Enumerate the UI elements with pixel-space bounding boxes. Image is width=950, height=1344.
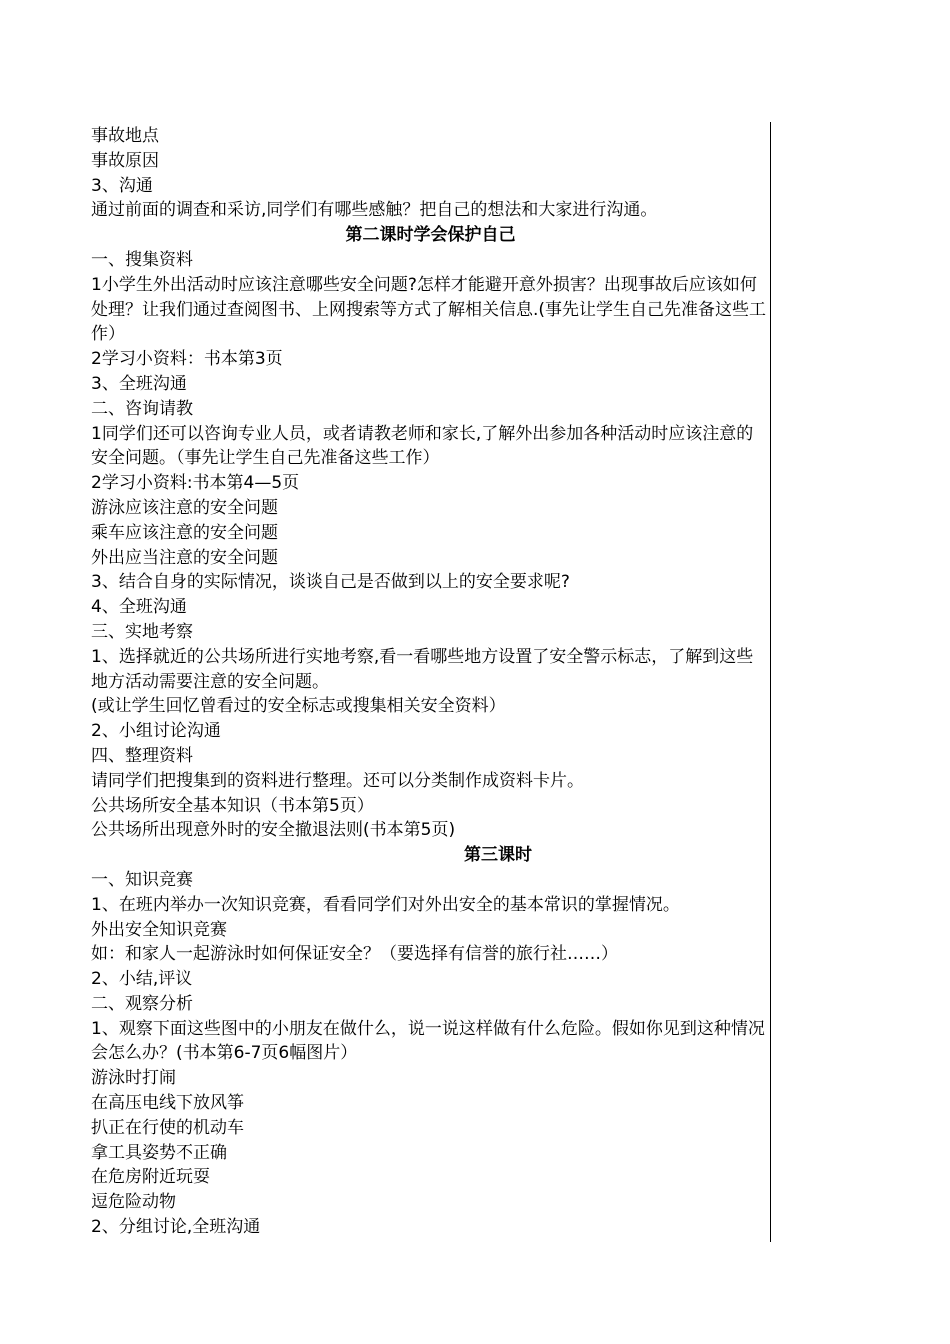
table-border-line — [770, 122, 771, 1242]
text-line: 如：和家人一起游泳时如何保证安全？（要选择有信誉的旅行社……） — [91, 944, 618, 965]
text-line: 2、分组讨论,全班沟通 — [91, 1217, 261, 1238]
text-line: 4、全班沟通 — [91, 597, 187, 618]
text-line: 2学习小资料：书本第3页 — [91, 349, 283, 370]
text-line: 3、沟通 — [91, 175, 153, 196]
text-line: 逗危险动物 — [91, 1192, 176, 1213]
lesson-content — [91, 124, 770, 1240]
text-line: 一、搜集资料 — [91, 249, 193, 270]
text-line: 事故地点 — [91, 126, 159, 146]
text-line: 3、全班沟通 — [91, 373, 187, 394]
section-heading: 第三课时 — [464, 845, 532, 866]
text-line: 2、小结,评议 — [91, 969, 193, 990]
paragraph: 1同学们还可以咨询专业人员，或者请教老师和家长,了解外出参加各种活动时应该注意的安全问题。（事先让学生自己先准备这些工作） — [91, 423, 754, 469]
text-line: 在高压电线下放风筝 — [91, 1093, 244, 1114]
text-line: 事故原因 — [91, 150, 159, 171]
text-line: 四、整理资料 — [91, 745, 193, 766]
paragraph: 1、选择就近的公共场所进行实地考察,看一看哪些地方设置了安全警示标志，了解到这些地方活动需要注意的安全问题。 — [91, 646, 754, 692]
text-line: 游泳应该注意的安全问题 — [91, 497, 278, 518]
text-line: 拿工具姿势不正确 — [91, 1142, 227, 1163]
text-line: 2、小组讨论沟通 — [91, 721, 221, 742]
paragraph: 1、观察下面这些图中的小朋友在做什么，说一说这样做有什么危险。假如你见到这种情况会怎么办？(书本第6-7页6幅图片） — [91, 1018, 765, 1064]
paragraph: 1小学生外出活动时应该注意哪些安全问题?怎样才能避开意外损害？出现事故后应该如何处理？让我们通过查阅图书、上网搜索等方式了解相关信息.(事先让学生自己先准备这些工作） — [91, 274, 767, 345]
text-line: 扒正在行使的机动车 — [91, 1117, 244, 1138]
text-line: 公共场所出现意外时的安全撤退法则(书本第5页) — [91, 820, 456, 841]
text-line: 通过前面的调查和采访,同学们有哪些感触？把自己的想法和大家进行沟通。 — [91, 200, 658, 221]
text-line: 外出应当注意的安全问题 — [91, 547, 278, 568]
text-line: 在危房附近玩耍 — [91, 1167, 210, 1188]
text-line: 二、观察分析 — [91, 993, 193, 1014]
text-line: 2学习小资料:书本第4—5页 — [91, 473, 300, 494]
text-line: 二、咨询请教 — [91, 398, 193, 419]
text-line: 公共场所安全基本知识（书本第5页） — [91, 795, 374, 816]
section-heading: 第二课时学会保护自己 — [345, 225, 516, 246]
text-line: 游泳时打闹 — [91, 1068, 176, 1089]
text-line: 一、知识竞赛 — [91, 869, 193, 890]
text-line: 三、实地考察 — [91, 621, 193, 642]
text-line: (或让学生回忆曾看过的安全标志或搜集相关安全资料） — [91, 696, 506, 717]
text-line: 3、结合自身的实际情况，谈谈自己是否做到以上的安全要求呢? — [91, 572, 570, 593]
text-line: 外出安全知识竞赛 — [91, 919, 227, 940]
text-line: 请同学们把搜集到的资料进行整理。还可以分类制作成资料卡片。 — [91, 770, 584, 791]
text-line: 1、在班内举办一次知识竞赛，看看同学们对外出安全的基本常识的掌握情况。 — [91, 894, 680, 915]
text-line: 乘车应该注意的安全问题 — [91, 522, 278, 543]
